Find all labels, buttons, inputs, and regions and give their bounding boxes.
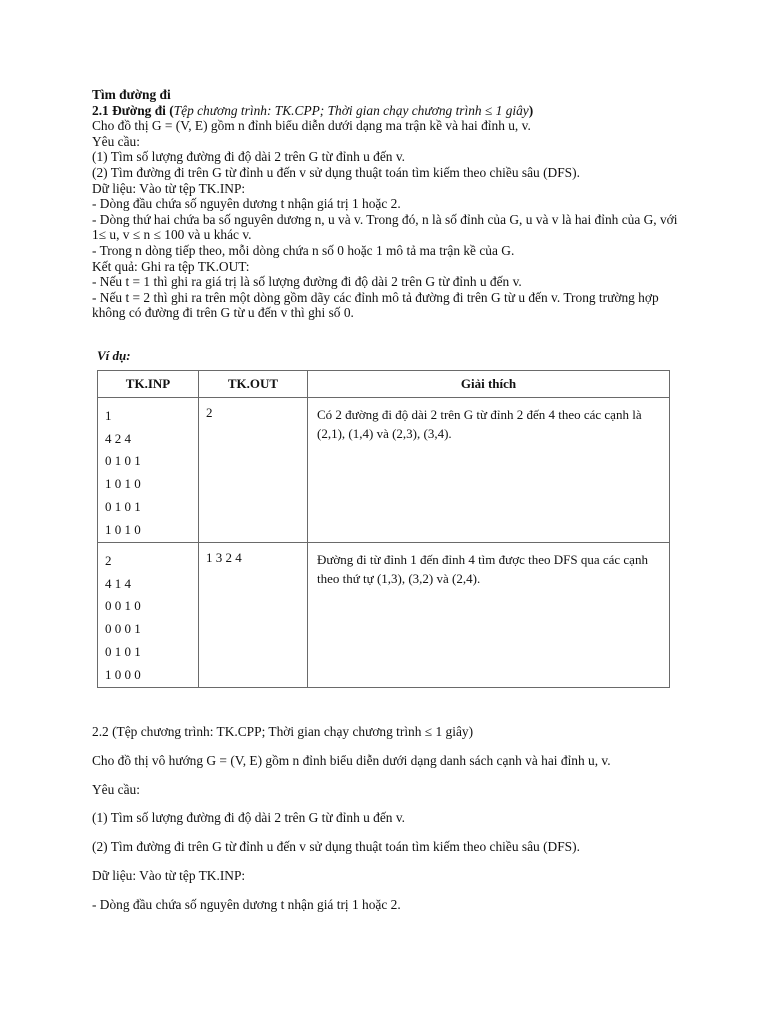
section-heading: Tìm đường đi <box>92 87 171 102</box>
inp-cell <box>98 543 199 688</box>
paragraph-line: - Nếu t = 1 thì ghi ra giá trị là số lượng đường đi độ dài 2 trên G từ đỉnh u đến v. <box>92 274 522 290</box>
section-2-1 <box>92 87 692 321</box>
paragraph-line: Cho đồ thị G = (V, E) gồm n đỉnh biểu diễn dưới dạng ma trận kề và hai đỉnh u, v. <box>92 118 531 134</box>
example-table <box>97 370 670 688</box>
paragraph-line: - Dòng đầu chứa số nguyên dương t nhận giá trị 1 hoặc 2. <box>92 196 401 212</box>
paragraph-line: Dữ liệu: Vào từ tệp TK.INP: <box>92 180 246 196</box>
inp-line: 4 2 4 <box>105 430 131 446</box>
subheading-number: 2.1 Đường đi ( <box>92 102 174 118</box>
inp-line: 4 1 4 <box>105 575 131 591</box>
column-header-explain: Giải thích <box>308 371 670 398</box>
paragraph-line: 2.2 (Tệp chương trình: TK.CPP; Thời gian chạy chương trình ≤ 1 giây) <box>92 724 474 739</box>
inp-line: 0 1 0 1 <box>105 498 141 514</box>
subheading-close: ) <box>528 102 534 118</box>
paragraph-line: Yêu cầu: <box>92 133 140 149</box>
paragraph-line: Kết quả: Ghi ra tệp TK.OUT: <box>92 258 250 274</box>
explain-cell: Đường đi từ đỉnh 1 đến đỉnh 4 tìm được theo DFS qua các cạnh theo thứ tự (1,3), (3,2) và (2,4). <box>308 543 670 688</box>
explain-cell: Có 2 đường đi độ dài 2 trên G từ đỉnh 2 đến 4 theo các cạnh là (2,1), (1,4) và (2,3), (3,4). <box>308 398 670 543</box>
inp-line: 0 0 0 1 <box>105 621 141 637</box>
column-header-out: TK.OUT <box>199 371 308 398</box>
inp-line: 2 <box>105 553 112 568</box>
paragraph-line: Cho đồ thị vô hướng G = (V, E) gồm n đỉnh biểu diễn dưới dạng danh sách cạnh và hai đỉnh u, v. <box>92 752 611 768</box>
paragraph-line: (1) Tìm số lượng đường đi độ dài 2 trên G từ đỉnh u đến v. <box>92 149 406 165</box>
section-2-2 <box>92 724 692 925</box>
inp-line: 0 0 1 0 <box>105 598 141 614</box>
paragraph-line: Yêu cầu: <box>92 781 140 797</box>
inp-line: 1 <box>105 408 112 423</box>
paragraph-line: - Dòng thứ hai chứa ba số nguyên dương n, u và v. Trong đó, n là số đỉnh của G, u và v là hai đỉnh của G, với 1≤ u, v ≤ n ≤ 100 và u khác v. <box>92 211 678 243</box>
subsection-heading <box>92 103 692 119</box>
inp-cell <box>98 398 199 543</box>
paragraph-line: - Trong n dòng tiếp theo, mỗi dòng chứa n số 0 hoặc 1 mô tả ma trận kề của G. <box>92 242 515 258</box>
table-row <box>98 398 670 543</box>
table-row <box>98 543 670 688</box>
paragraph-line: (2) Tìm đường đi trên G từ đỉnh u đến v sử dụng thuật toán tìm kiếm theo chiều sâu (DFS). <box>92 839 580 855</box>
inp-line: 1 0 0 0 <box>105 666 141 682</box>
example-label: Ví dụ: <box>97 348 131 363</box>
paragraph-line: - Nếu t = 2 thì ghi ra trên một dòng gồm dãy các đỉnh mô tả đường đi trên G từ u đến v. Trong trường hợp không có đường đi trên G từ u đến v thì ghi số 0. <box>92 289 659 321</box>
out-cell: 1 3 2 4 <box>199 543 308 688</box>
table-header-row <box>98 371 670 398</box>
paragraph-line: Dữ liệu: Vào từ tệp TK.INP: <box>92 867 246 883</box>
out-cell: 2 <box>199 398 308 543</box>
inp-line: 0 1 0 1 <box>105 453 141 469</box>
inp-line: 0 1 0 1 <box>105 643 141 659</box>
inp-line: 1 0 1 0 <box>105 521 141 537</box>
inp-line: 1 0 1 0 <box>105 476 141 492</box>
paragraph-line: - Dòng đầu chứa số nguyên dương t nhận giá trị 1 hoặc 2. <box>92 896 401 912</box>
paragraph-line: (1) Tìm số lượng đường đi độ dài 2 trên G từ đỉnh u đến v. <box>92 810 406 826</box>
subheading-italic: Tệp chương trình: TK.CPP; Thời gian chạy chương trình ≤ 1 giây <box>173 102 529 118</box>
paragraph-line: (2) Tìm đường đi trên G từ đỉnh u đến v sử dụng thuật toán tìm kiếm theo chiều sâu (DFS). <box>92 164 580 180</box>
column-header-inp: TK.INP <box>98 371 199 398</box>
